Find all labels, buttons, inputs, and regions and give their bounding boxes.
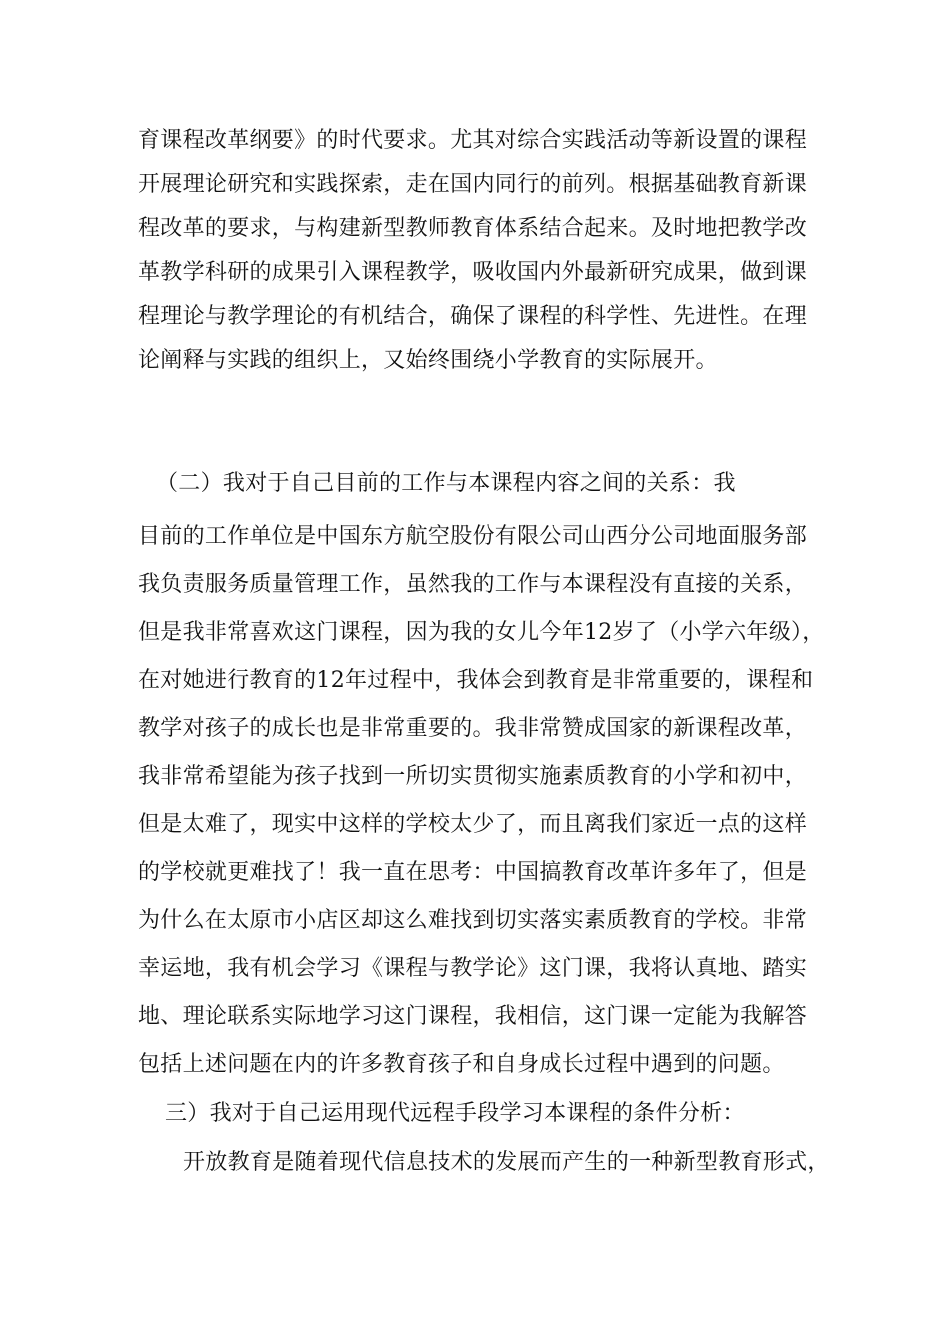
section-2-line-5: 在对她进行教育的12年过程中，我体会到教育是非常重要的，课程和 — [138, 668, 814, 693]
paragraph-1-line-3: 程改革的要求，与构建新型教师教育体系结合起来。及时地把教学改 — [138, 216, 808, 241]
section-2-line-6: 教学对孩子的成长也是非常重要的。我非常赞成国家的新课程改革， — [138, 716, 808, 741]
section-3-line-1: 开放教育是随着现代信息技术的发展而产生的一种新型教育形式， — [183, 1150, 830, 1175]
section-2-line-7: 我非常希望能为孩子找到一所切实贯彻实施素质教育的小学和初中， — [138, 764, 808, 789]
section-3-heading: 三）我对于自己运用现代远程手段学习本课程的条件分析： — [165, 1101, 745, 1126]
section-2-line-12: 地、理论联系实际地学习这门课程，我相信，这门课一定能为我解答 — [138, 1004, 808, 1029]
section-2-line-13: 包括上述问题在内的许多教育孩子和自身成长过程中遇到的问题。 — [138, 1052, 785, 1077]
section-2-line-9: 的学校就更难找了！我一直在思考：中国搞教育改革许多年了，但是 — [138, 860, 808, 885]
section-2-line-1: （二）我对于自己目前的工作与本课程内容之间的关系：我 — [156, 471, 736, 496]
section-2-line-8: 但是太难了，现实中这样的学校太少了，而且离我们家近一点的这样 — [138, 812, 808, 837]
paragraph-1-line-4: 革教学科研的成果引入课程教学，吸收国内外最新研究成果，做到课 — [138, 260, 808, 285]
section-2-line-2: 目前的工作单位是中国东方航空股份有限公司山西分公司地面服务部 — [138, 524, 808, 549]
paragraph-1-line-5: 程理论与教学理论的有机结合，确保了课程的科学性、先进性。在理 — [138, 304, 808, 329]
paragraph-1-line-2: 开展理论研究和实践探索，走在国内同行的前列。根据基础教育新课 — [138, 172, 808, 197]
section-2-line-11: 幸运地，我有机会学习《课程与教学论》这门课，我将认真地、踏实 — [138, 956, 808, 981]
section-2-line-3: 我负责服务质量管理工作，虽然我的工作与本课程没有直接的关系， — [138, 572, 808, 597]
paragraph-1-line-1: 育课程改革纲要》的时代要求。尤其对综合实践活动等新设置的课程 — [138, 128, 808, 153]
section-2-line-4: 但是我非常喜欢这门课程，因为我的女儿今年12岁了（小学六年级）， — [138, 620, 825, 645]
paragraph-1-line-6: 论阐释与实践的组织上，又始终围绕小学教育的实际展开。 — [138, 348, 718, 373]
section-2-line-10: 为什么在太原市小店区却这么难找到切实落实素质教育的学校。非常 — [138, 908, 808, 933]
